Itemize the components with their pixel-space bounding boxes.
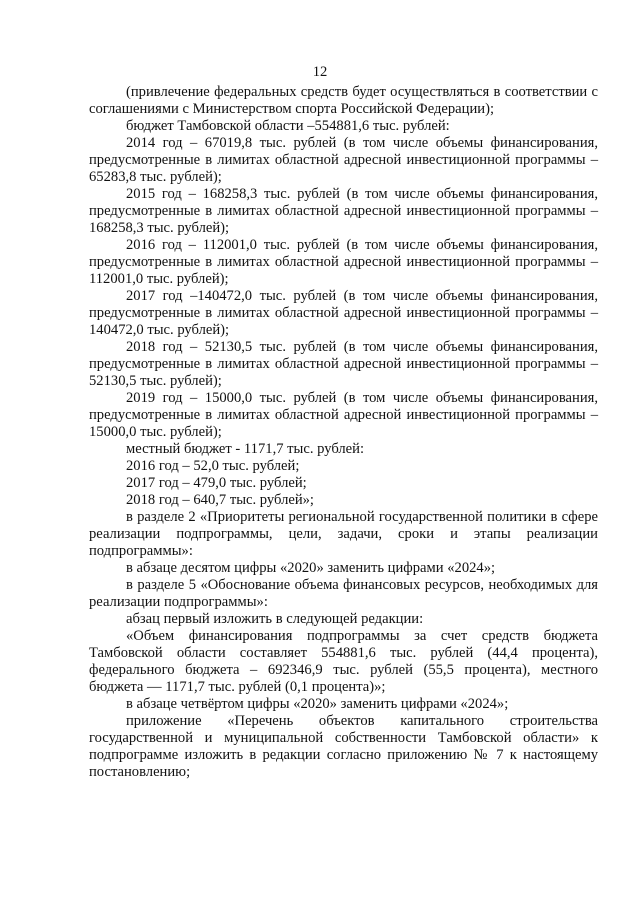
- paragraph: бюджет Тамбовской области –554881,6 тыс. рублей:: [126, 118, 450, 134]
- document-body: [89, 84, 598, 781]
- paragraph: 2014 год – 67019,8 тыс. рублей (в том числе объемы финансирования, предусмотренные в лимитах областной адресной инвестиционной программы – 65283,8 тыс. рублей);: [89, 135, 598, 185]
- paragraph: в разделе 5 «Обоснование объема финансовых ресурсов, необходимых для реализации подпрограммы»:: [89, 577, 598, 610]
- paragraph: в разделе 2 «Приоритеты региональной государственной политики в сфере реализации подпрограммы, цели, задачи, сроки и этапы реализации подпрограммы»:: [89, 509, 598, 559]
- paragraph: 2017 год –140472,0 тыс. рублей (в том числе объемы финансирования, предусмотренные в лимитах областной адресной инвестиционной программы – 140472,0 тыс. рублей);: [89, 288, 598, 338]
- paragraph: 2017 год – 479,0 тыс. рублей;: [126, 475, 307, 491]
- paragraph: в абзаце четвёртом цифры «2020» заменить цифрами «2024»;: [126, 696, 509, 712]
- paragraph: 2016 год – 52,0 тыс. рублей;: [126, 458, 300, 474]
- page-number: 12: [312, 64, 328, 80]
- paragraph: 2018 год – 52130,5 тыс. рублей (в том числе объемы финансирования, предусмотренные в лимитах областной адресной инвестиционной программы – 52130,5 тыс. рублей);: [89, 339, 598, 389]
- paragraph: 2015 год – 168258,3 тыс. рублей (в том числе объемы финансирования, предусмотренные в лимитах областной адресной инвестиционной программы – 168258,3 тыс. рублей);: [89, 186, 598, 236]
- paragraph: местный бюджет - 1171,7 тыс. рублей:: [126, 441, 365, 457]
- paragraph: 2016 год – 112001,0 тыс. рублей (в том числе объемы финансирования, предусмотренные в лимитах областной адресной инвестиционной программы – 112001,0 тыс. рублей);: [89, 237, 598, 287]
- paragraph: 2018 год – 640,7 тыс. рублей»;: [126, 492, 314, 508]
- paragraph: 2019 год – 15000,0 тыс. рублей (в том числе объемы финансирования, предусмотренные в лимитах областной адресной инвестиционной программы – 15000,0 тыс. рублей);: [89, 390, 598, 440]
- paragraph: (привлечение федеральных средств будет осуществляться в соответствии с соглашениями с Министерством спорта Российской Федерации);: [89, 84, 598, 117]
- paragraph: абзац первый изложить в следующей редакции:: [126, 611, 424, 627]
- paragraph: в абзаце десятом цифры «2020» заменить цифрами «2024»;: [126, 560, 496, 576]
- paragraph: приложение «Перечень объектов капитального строительства государственной и муниципальной собственности Тамбовской области» к подпрограмме изложить в редакции согласно приложению № 7 к настоящему постановлению;: [89, 713, 598, 780]
- paragraph: «Объем финансирования подпрограммы за счет средств бюджета Тамбовской области составляет 554881,6 тыс. рублей (44,4 процента), федерального бюджета – 692346,9 тыс. рублей (55,5 процента), местного бюджета — 1171,7 тыс. рублей (0,1 процента)»;: [89, 628, 598, 695]
